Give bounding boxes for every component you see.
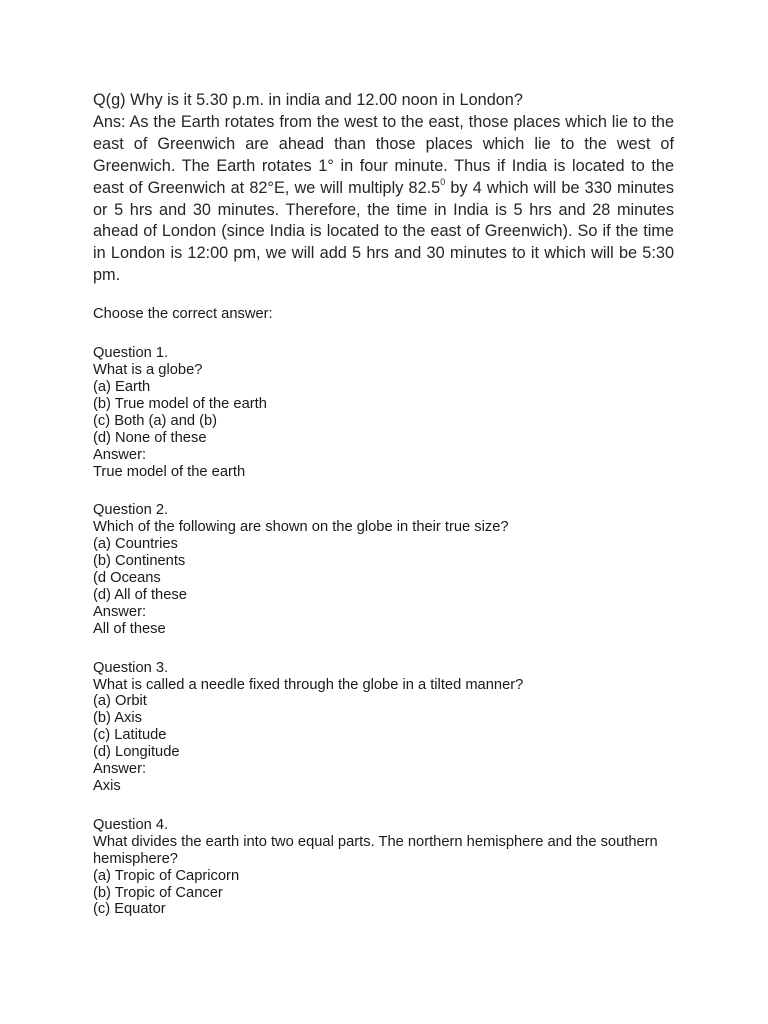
answer-text: Axis — [93, 778, 121, 794]
option-a: (a) Countries — [93, 536, 178, 553]
question-block-4 — [93, 817, 674, 918]
qg-question: Q(g) Why is it 5.30 p.m. in india and 12.00 noon in London? — [93, 91, 523, 109]
answer-label: Answer: — [93, 761, 147, 778]
answer-label: Answer: — [93, 446, 147, 463]
instruction-text: Choose the correct answer: — [93, 306, 273, 323]
qg-answer-superscript: 0 — [440, 177, 446, 188]
question-text: What is called a needle fixed through the globe in a tilted manner? — [93, 676, 524, 693]
question-number: Question 3. — [93, 659, 169, 676]
option-b: (b) True model of the earth — [93, 395, 267, 412]
qg-answer — [93, 112, 674, 287]
option-c: (c) Latitude — [93, 727, 167, 744]
qg-section — [93, 90, 674, 287]
question-text: What is a globe? — [93, 362, 203, 379]
option-b: (b) Continents — [93, 553, 186, 570]
question-text: What divides the earth into two equal parts. The northern hemisphere and the southern hemisphere? — [93, 833, 658, 867]
qg-answer-text-end: by 4 which will be 330 minutes or 5 hrs and 30 minutes. Therefore, the time in India is 5 hrs and 28 minutes ahead of London (since India is located to the east of Greenwich). So if the time in London is 12:00 pm, we will add 5 hrs and 30 minutes to it which will be 5:30 pm. — [93, 178, 674, 285]
answer-label: Answer: — [93, 603, 147, 620]
document-page — [93, 90, 674, 918]
answer-text: True model of the earth — [93, 463, 246, 480]
option-a: (a) Orbit — [93, 693, 147, 710]
option-b: (b) Axis — [93, 710, 142, 727]
option-c: (d Oceans — [93, 570, 161, 587]
answer-text: All of these — [93, 620, 166, 637]
option-d: (d) All of these — [93, 586, 187, 603]
option-d: (d) None of these — [93, 429, 207, 446]
option-c: (c) Equator — [93, 901, 166, 918]
question-number: Question 4. — [93, 816, 169, 833]
option-a: (a) Earth — [93, 378, 151, 395]
qg-answer-text-start: Ans: As the Earth rotates from the west to the east, those places which lie to the east of Greenwich are ahead than those places which lie to the west of Greenwich. The Earth rotates 1° in four minute. Thus if India is located to the east of Greenwich at 82°E, we will multiply 82.5 — [93, 112, 674, 197]
option-a: (a) Tropic of Capricorn — [93, 867, 240, 884]
question-number: Question 2. — [93, 502, 169, 519]
option-b: (b) Tropic of Cancer — [93, 884, 223, 901]
question-block-2 — [93, 502, 674, 637]
question-number: Question 1. — [93, 345, 169, 362]
option-d: (d) Longitude — [93, 744, 180, 761]
question-text: Which of the following are shown on the globe in their true size? — [93, 519, 509, 536]
question-block-1 — [93, 345, 674, 480]
option-c: (c) Both (a) and (b) — [93, 412, 218, 429]
question-block-3 — [93, 660, 674, 795]
